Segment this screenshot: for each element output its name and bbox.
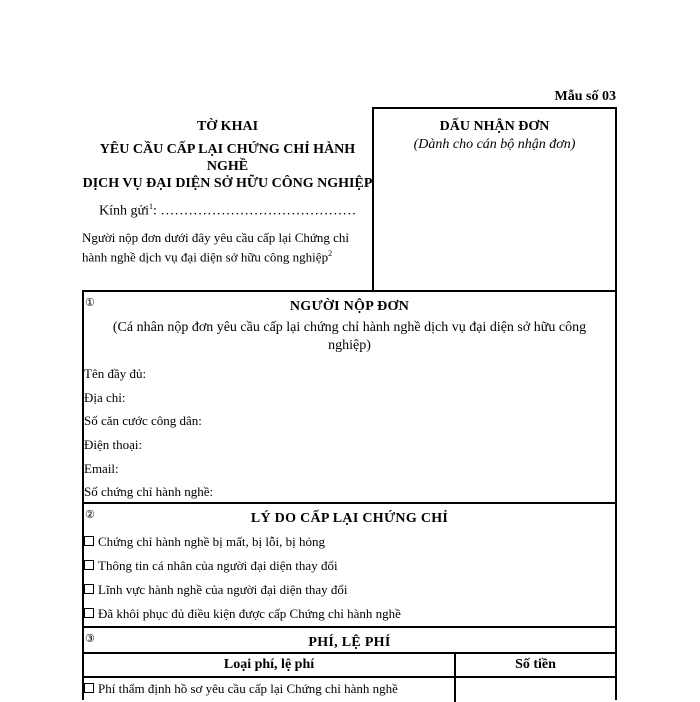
- section-reason: [82, 502, 617, 628]
- addressee-line: [82, 202, 373, 220]
- section-subtitle: (Cá nhân nộp đơn yêu cầu cấp lại chứng chỉ hành nghề dịch vụ đại diện sở hữu công nghiệp): [112, 320, 587, 353]
- address-field[interactable]: Địa chỉ:: [84, 390, 126, 405]
- reason-label: Đã khôi phục đủ điều kiện được cấp Chứng chỉ hành nghề: [98, 606, 401, 621]
- fee-option[interactable]: [84, 681, 454, 697]
- section-number: ②: [85, 509, 95, 521]
- reason-option-lost[interactable]: [84, 534, 325, 550]
- section-number: ①: [85, 297, 95, 309]
- reason-label: Chứng chỉ hành nghề bị mất, bị lỗi, bị hỏng: [98, 534, 325, 549]
- checkbox[interactable]: [84, 608, 94, 618]
- section-title: LÝ DO CẤP LẠI CHỨNG CHỈ: [250, 511, 449, 526]
- section-title: PHÍ, LỆ PHÍ: [308, 635, 391, 650]
- citizen-id-field[interactable]: Số căn cước công dân:: [84, 413, 202, 428]
- checkbox[interactable]: [84, 560, 94, 570]
- checkbox[interactable]: [84, 536, 94, 546]
- fee-amount-cell[interactable]: [454, 678, 615, 702]
- phone-field[interactable]: Điện thoại:: [84, 437, 143, 452]
- email-field[interactable]: Email:: [84, 461, 119, 476]
- reason-option-field-change[interactable]: [84, 582, 348, 598]
- stamp-box: [372, 107, 617, 291]
- full-name-field[interactable]: Tên đầy đủ:: [84, 366, 147, 381]
- form-header: [82, 109, 373, 290]
- form-code: Mẫu số 03: [554, 89, 616, 104]
- addressee-dots: : ……………………………………: [152, 203, 357, 219]
- fee-table-header: [84, 652, 615, 676]
- fee-table: [84, 652, 615, 702]
- certificate-number-field[interactable]: Số chứng chỉ hành nghề:: [84, 484, 214, 499]
- reason-option-personal-info[interactable]: [84, 558, 338, 574]
- form-title: TỜ KHAI: [196, 119, 259, 134]
- intro-body: Người nộp đơn dưới đây yêu cầu cấp lại Chứng chỉ hành nghề dịch vụ đại diện sở hữu công nghiệp: [82, 229, 350, 264]
- fee-label: Phí thẩm định hồ sơ yêu cầu cấp lại Chứng chỉ hành nghề: [98, 681, 398, 696]
- section-fees: [82, 626, 617, 700]
- amount-column-header: Số tiền: [454, 654, 615, 676]
- intro-footnote: 2: [328, 248, 333, 258]
- section-title: NGƯỜI NỘP ĐƠN: [289, 299, 410, 314]
- addressee-label: Kính gửi: [99, 203, 149, 219]
- form-title-line-3: DỊCH VỤ ĐẠI DIỆN SỞ HỮU CÔNG NGHIỆP: [82, 176, 373, 191]
- stamp-box-subtitle: (Dành cho cán bộ nhận đơn): [413, 137, 576, 152]
- table-row: [84, 676, 615, 702]
- form-title-line-2: YÊU CẦU CẤP LẠI CHỨNG CHỈ HÀNH NGHỀ: [99, 142, 356, 174]
- reason-label: Lĩnh vực hành nghề của người đại diện thay đổi: [98, 582, 348, 597]
- intro-text: [82, 230, 373, 265]
- section-applicant: [82, 290, 617, 503]
- addressee-footnote: 1: [148, 202, 153, 211]
- fee-type-column-header: Loại phí, lệ phí: [223, 657, 315, 672]
- checkbox[interactable]: [84, 584, 94, 594]
- section-number: ③: [85, 633, 95, 645]
- reason-label: Thông tin cá nhân của người đại diện thay đổi: [98, 558, 338, 573]
- checkbox[interactable]: [84, 683, 94, 693]
- reason-option-restored[interactable]: [84, 606, 401, 622]
- stamp-box-title: DẤU NHẬN ĐƠN: [439, 119, 550, 134]
